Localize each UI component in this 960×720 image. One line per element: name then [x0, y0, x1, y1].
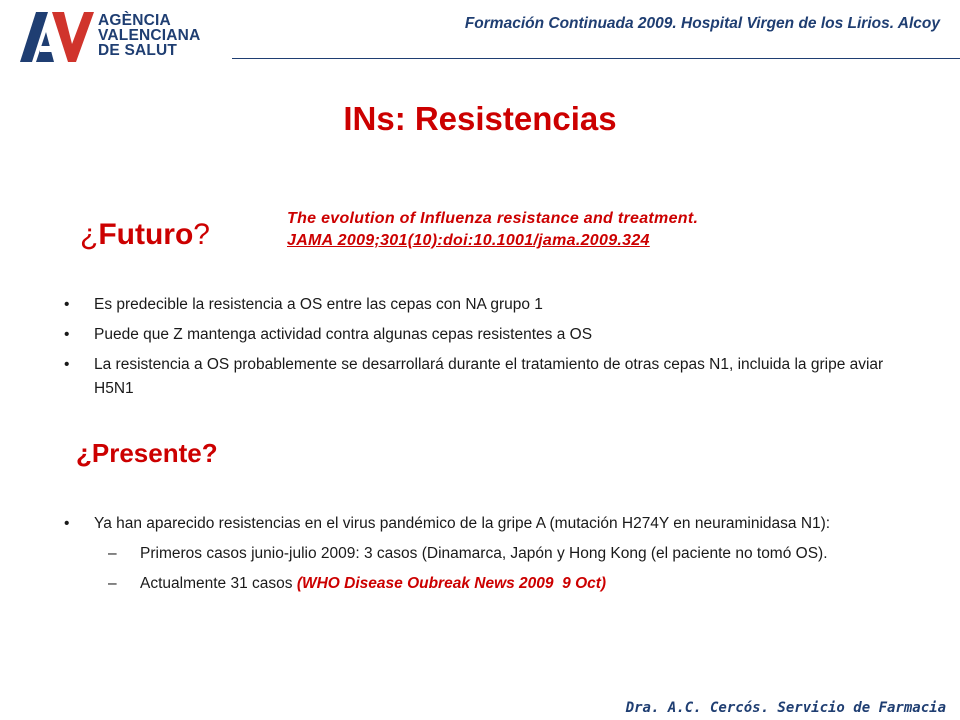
who-source: (WHO Disease Oubreak News 2009 9 Oct)	[296, 575, 607, 592]
future-open-mark: ¿	[80, 218, 99, 251]
section-heading-future	[80, 218, 210, 252]
header-title: Formación Continuada 2009. Hospital Virgen de los Lirios. Alcoy	[464, 15, 940, 32]
list-item	[64, 353, 894, 401]
future-bullet-list	[64, 293, 944, 407]
list-item	[64, 323, 944, 347]
bullet-marker: •	[64, 326, 70, 343]
bullet-text: Ya han aparecido resistencias en el virus pandémico de la gripe A (mutación H274Y en neuraminidasa N1):	[94, 515, 831, 532]
bullet-marker: •	[64, 356, 70, 373]
reference-link[interactable]: JAMA 2009;301(10):doi:10.1001/jama.2009.324	[287, 232, 650, 249]
list-item	[64, 293, 944, 317]
sub-list-item	[94, 572, 944, 596]
future-word: Futuro	[98, 218, 194, 251]
bullet-text: Es predecible la resistencia a OS entre las cepas con NA grupo 1	[94, 296, 543, 313]
section-heading-present: ¿Presente?	[76, 438, 218, 468]
dash-marker: –	[108, 545, 117, 562]
sub-list-item	[94, 542, 880, 566]
av-logo-icon	[18, 8, 94, 64]
bullet-marker: •	[64, 296, 70, 313]
reference-citation	[287, 208, 698, 252]
bullet-text: La resistencia a OS probablemente se desarrollará durante el tratamiento de otras cepas N1, incluida la gripe aviar H5N1	[94, 356, 884, 397]
dash-marker: –	[108, 575, 117, 592]
bullet-marker: •	[64, 515, 70, 532]
agencia-valenciana-logo	[18, 8, 218, 64]
footer-author: Dra. A.C. Cercós. Servicio de Farmacia	[625, 700, 946, 716]
logo-line-1: AGÈNCIA	[98, 12, 171, 29]
list-item	[64, 512, 834, 536]
future-close-mark: ?	[193, 218, 210, 251]
logo-wordmark	[98, 13, 200, 58]
sub-item-text: Primeros casos junio-julio 2009: 3 casos (Dinamarca, Japón y Hong Kong (el paciente no tomó OS).	[140, 545, 828, 562]
header-divider	[232, 58, 960, 59]
slide-title: INs: Resistencias	[343, 100, 617, 137]
reference-title: The evolution of Influenza resistance and treatment.	[287, 210, 699, 227]
bullet-text: Puede que Z mantenga actividad contra algunas cepas resistentes a OS	[94, 326, 593, 343]
logo-line-2: VALENCIANA	[98, 27, 201, 44]
logo-line-3: DE SALUT	[98, 42, 178, 59]
present-bullet-list	[64, 512, 944, 602]
sub-item-text: Actualmente 31 casos	[140, 575, 297, 592]
